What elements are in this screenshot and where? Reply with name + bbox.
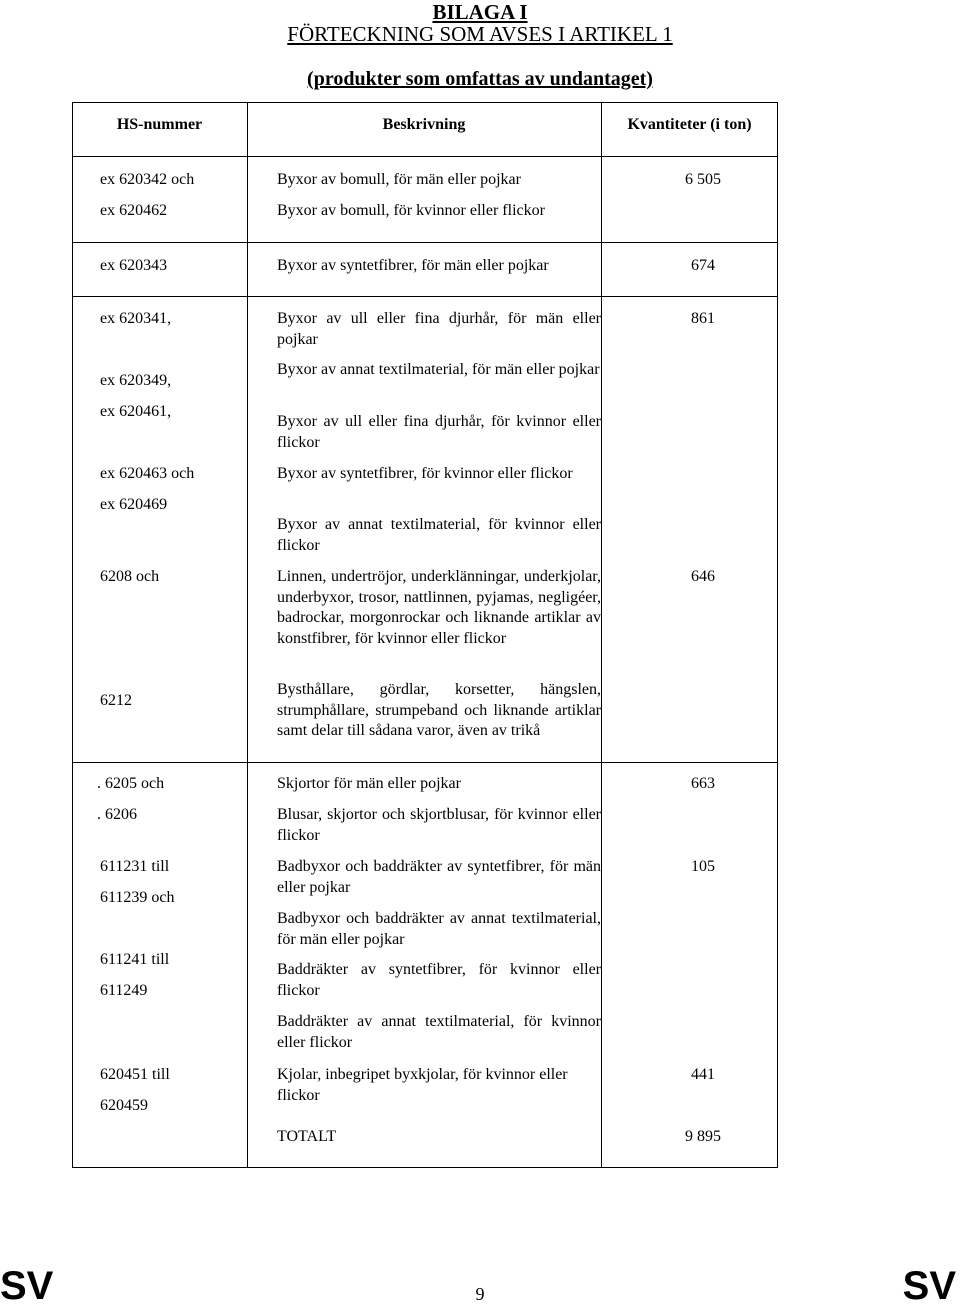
description: Baddräkter av syntetfibrer, för kvinnor eller flickor: [277, 961, 601, 999]
hs-code: 620451 till: [100, 1066, 170, 1083]
description: Byxor av bomull, för män eller pojkar: [277, 171, 521, 188]
hs-code: ex 620469: [100, 496, 168, 513]
description: Skjortor för män eller pojkar: [277, 775, 461, 792]
quantity: 861: [691, 310, 715, 327]
hs-code: . 6205 och: [97, 775, 165, 792]
description: Kjolar, inbegripet byxkjolar, för kvinnor eller flickor: [277, 1066, 568, 1104]
quantity: 105: [691, 858, 715, 875]
description: Blusar, skjortor och skjortblusar, för kvinnor eller flickor: [277, 806, 601, 844]
description: Baddräkter av annat textilmaterial, för kvinnor eller flickor: [277, 1013, 601, 1051]
language-code-left: SV: [0, 1264, 54, 1308]
quantity: 6 505: [685, 171, 721, 188]
row-divider: [72, 762, 778, 763]
hs-code: ex 620349,: [100, 372, 172, 389]
hs-code: 611249: [100, 982, 148, 999]
description: Byxor av bomull, för kvinnor eller flickor: [277, 202, 545, 219]
quantity: 646: [691, 568, 715, 585]
language-code-right: SV: [902, 1264, 956, 1308]
hs-code: 6212: [100, 692, 132, 709]
annex-scope: (produkter som omfattas av undantaget): [307, 68, 653, 90]
column-divider-1: [247, 102, 248, 1168]
hs-code: ex 620461,: [100, 403, 172, 420]
column-header-hs: HS-nummer: [116, 116, 203, 133]
hs-code: 620459: [100, 1097, 148, 1114]
column-header-quantity: Kvantiteter (i ton): [627, 116, 752, 133]
quantity: 663: [691, 775, 715, 792]
column-divider-2: [601, 102, 602, 1168]
quantity: 441: [691, 1066, 715, 1083]
header-divider: [72, 156, 778, 157]
hs-code: . 6206: [97, 806, 137, 823]
description: Badbyxor och baddräkter av annat textilmaterial, för män eller pojkar: [277, 910, 601, 948]
annex-title: BILAGA I: [432, 0, 528, 24]
annex-subtitle: FÖRTECKNING SOM AVSES I ARTIKEL 1: [287, 22, 673, 46]
hs-code: 611231 till: [100, 858, 170, 875]
quantity: 674: [691, 257, 715, 274]
hs-code: 611241 till: [100, 951, 170, 968]
hs-code: 611239 och: [100, 889, 175, 906]
hs-code: 6208 och: [100, 568, 160, 585]
hs-code: ex 620462: [100, 202, 168, 219]
column-header-description: Beskrivning: [382, 116, 466, 133]
description: Linnen, undertröjor, underklänningar, underkjolar, underbyxor, trosor, nattlinnen, pyjamas, negligéer, badrockar, morgonrockar och liknande artiklar av konstfibrer, för kvinnor eller flickor: [277, 568, 601, 647]
hs-code: ex 620343: [100, 257, 168, 274]
description: Bysthållare, gördlar, korsetter, hängslen, strumphållare, strumpeband och liknande artiklar samt delar till sådana varor, även av trikå: [277, 681, 601, 739]
page-number: 9: [475, 1284, 485, 1304]
hs-code: ex 620341,: [100, 310, 172, 327]
description: Badbyxor och baddräkter av syntetfibrer, för män eller pojkar: [277, 858, 601, 896]
description: Byxor av ull eller fina djurhår, för kvinnor eller flickor: [277, 413, 601, 451]
hs-code: ex 620342 och: [100, 171, 195, 188]
description: Byxor av syntetfibrer, för män eller pojkar: [277, 257, 549, 274]
description: Byxor av annat textilmaterial, för kvinnor eller flickor: [277, 516, 601, 554]
description: Byxor av ull eller fina djurhår, för män eller pojkar: [277, 310, 601, 348]
hs-code: ex 620463 och: [100, 465, 195, 482]
total-value: 9 895: [685, 1128, 721, 1145]
row-divider: [72, 296, 778, 297]
row-divider: [72, 242, 778, 243]
description: Byxor av syntetfibrer, för kvinnor eller flickor: [277, 465, 573, 482]
total-label: TOTALT: [277, 1128, 337, 1145]
description: Byxor av annat textilmaterial, för män eller pojkar: [277, 361, 600, 378]
